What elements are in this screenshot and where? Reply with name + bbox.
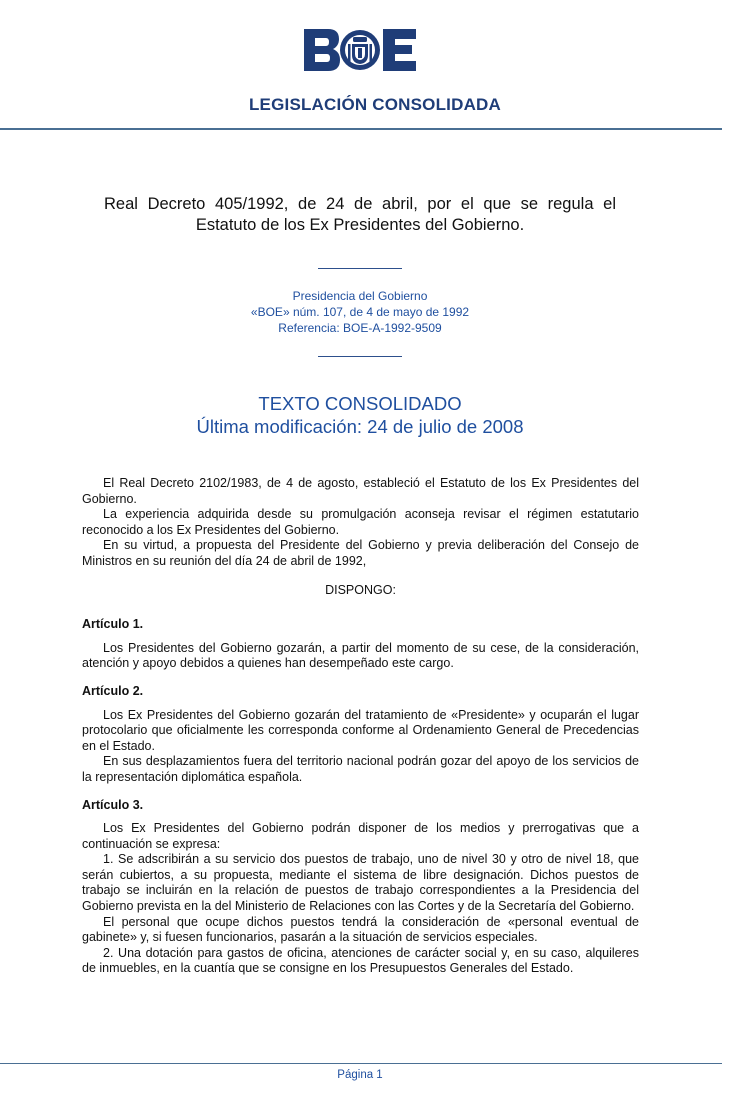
dispongo-heading: DISPONGO:: [325, 582, 396, 597]
article-heading: Artículo 1.: [82, 617, 144, 632]
last-modified: Última modificación: 24 de julio de 2008: [196, 416, 524, 437]
boe-logo: [302, 26, 418, 74]
short-divider: [318, 356, 402, 357]
short-divider: [318, 268, 402, 269]
document-title: Real Decreto 405/1992, de 24 de abril, por el que se regula el Estatuto de los Ex Presidentes del Gobierno.: [104, 195, 616, 234]
article-paragraph: Los Presidentes del Gobierno gozarán, a partir del momento de su cese, de la consideración, atención y apoyo debidos a quienes han desempeñado este cargo.: [82, 640, 639, 671]
page-number: Página 1: [337, 1069, 383, 1081]
reference: Referencia: BOE-A-1992-9509: [278, 321, 442, 335]
article-paragraph: 2. Una dotación para gastos de oficina, atenciones de carácter social y, en su caso, alquileres de inmuebles, en la cuantía que se consigne en los Presupuestos Generales del Estado.: [82, 945, 639, 976]
preamble-paragraph: El Real Decreto 2102/1983, de 4 de agosto, estableció el Estatuto de los Ex Presidentes del Gobierno.: [82, 476, 639, 506]
consolidated-heading-block: [0, 392, 720, 438]
preamble-paragraph: La experiencia adquirida desde su promulgación aconseja revisar el régimen estatutario reconocido a los Ex Presidentes del Gobierno.: [82, 507, 639, 537]
preamble-paragraph: En su virtud, a propuesta del Presidente del Gobierno y previa deliberación del Consejo de Ministros en su reunión del día 24 de abril de 1992,: [82, 538, 639, 568]
article-heading: Artículo 2.: [82, 683, 144, 698]
article-paragraph: El personal que ocupe dichos puestos tendrá la consideración de «personal eventual de gabinete» y, si fuesen funcionarios, pasarán a la situación de servicios especiales.: [82, 914, 639, 945]
article-paragraph: En sus desplazamientos fuera del territorio nacional podrán gozar del apoyo de los servicios de la representación diplomática española.: [82, 754, 639, 784]
department: Presidencia del Gobierno: [292, 289, 428, 303]
consolidated-heading: TEXTO CONSOLIDADO: [258, 393, 462, 414]
article-paragraph: Los Ex Presidentes del Gobierno podrán disponer de los medios y prerrogativas que a continuación se expresa:: [82, 821, 639, 851]
document-body: [82, 476, 639, 977]
article-heading: Artículo 3.: [82, 797, 144, 812]
header-divider: [0, 128, 722, 130]
article-paragraph: 1. Se adscribirán a su servicio dos puestos de trabajo, uno de nivel 30 y otro de nivel 18, que serán cubiertos, a su propuesta, mediante el sistema de libre designación. Dichos puestos de trabajo se incluirán en la relación de puestos de trabajo correspondientes a la Presidencia del Gobierno prevista en la del Ministerio de Relaciones con las Cortes y de la Secretaría del Gobierno.: [82, 852, 639, 914]
document-metadata: [0, 288, 720, 336]
section-label: LEGISLACIÓN CONSOLIDADA: [248, 95, 502, 114]
footer-divider: [0, 1063, 722, 1064]
article-paragraph: Los Ex Presidentes del Gobierno gozarán del tratamiento de «Presidente» y ocuparán el lugar protocolario que oficialmente les corresponda conforme al Ordenamiento General de Precedencias en el Estado.: [82, 707, 639, 753]
publication: «BOE» núm. 107, de 4 de mayo de 1992: [250, 305, 470, 319]
